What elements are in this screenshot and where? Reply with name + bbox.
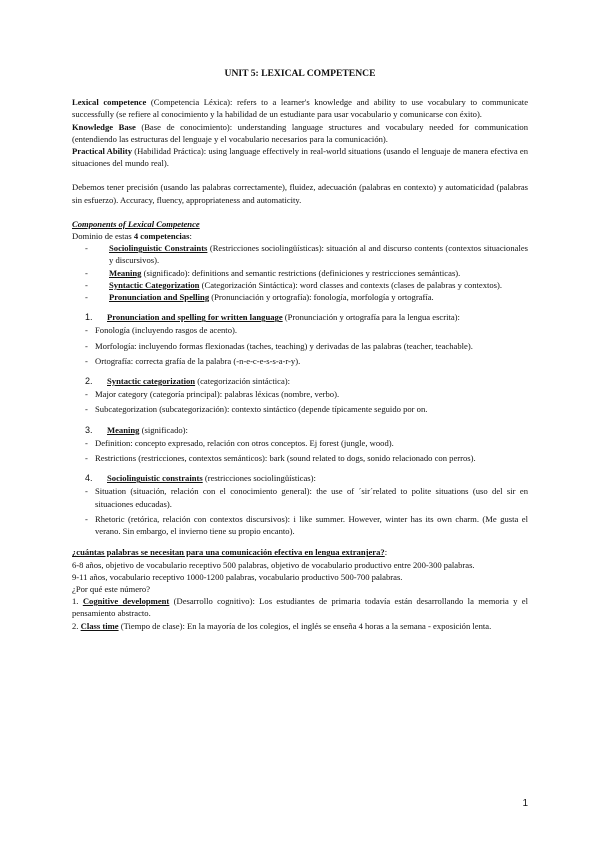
term: Knowledge Base (72, 121, 136, 132)
section-1: 1. Pronunciation and spelling for written language (Pronunciación y ortografía para la lengua escrita): - Fonología (incluyendo rasgos de acento). - Morfología: incluyendo formas flexionadas (taches, teaching) y derivadas de las palabras (teacher, teachable). - Ortografía: correcta grafía de la palabra (-n-e-c-e-s-s-a-r-y). (72, 311, 528, 367)
vocabulary-line: 9-11 años, vocabulario receptivo 1000-1200 palabras, vocabulario productivo 500-700 palabras. (72, 571, 403, 582)
page-number: 1 (522, 798, 528, 809)
list-item: - Restrictions (restricciones, contextos semánticos): bark (sound related to dogs, sonido relacionado con perros). (85, 452, 528, 464)
reason-1: 1. Cognitive development (Desarrollo cognitivo): Los estudiantes de primaria todavía están desarrollando la memoria y el pensamiento abstracto. (72, 596, 528, 619)
why-question: ¿Por qué este número? (72, 583, 151, 594)
list-item: - Rhetoric (retórica, relación con contextos discursivos): i like summer. However, winter has its own charm. (Me gusta el verano. Sin embargo, el invierno tiene su propio encanto). (85, 513, 528, 537)
term: Practical Ability (72, 146, 132, 157)
components-intro: Dominio de estas 4 competencias: (72, 231, 192, 242)
section-3: 3. Meaning (significado): - Definition: concepto expresado, relación con otros conceptos. Ej forest (jungle, wood). - Restrictions (restricciones, contextos semánticos): bark (sound related to dogs, sonido relacionado con perros). (72, 424, 528, 465)
list-item: - Ortografía: correcta grafía de la palabra (-n-e-c-e-s-s-a-r-y). (85, 355, 528, 367)
list-item: - Subcategorization (subcategorización): contexto sintáctico (depende típicamente seguido por on. (85, 403, 528, 415)
document-page (72, 68, 528, 632)
list-item: - Pronunciation and Spelling (Pronunciación y ortografía): fonología, morfología y ortografía. (85, 291, 528, 303)
list-item: - Fonología (incluyendo rasgos de acento). (85, 324, 528, 336)
components-heading: Components of Lexical Competence (72, 218, 200, 229)
page-title: UNIT 5: LEXICAL COMPETENCE (224, 68, 376, 79)
list-item: - Major category (categoría principal): palabras léxicas (nombre, verbo). (85, 388, 528, 400)
definition-knowledge-base (72, 121, 528, 145)
precision-paragraph: Debemos tener precisión (usando las palabras correctamente), fluidez, adecuación (palabras en contexto) y automaticidad (palabras sin esfuerzo). Accuracy, fluency, appropriateness and automaticity. (72, 182, 528, 205)
term: Lexical competence (72, 97, 147, 108)
definition-text: (Competencia Léxica): refers to a learner's knowledge and ability to use vocabulary to communicate successfully (se refiere al conocimiento y la habilidad de un estudiante para usar vocabulario y comunicarse con éxito). (72, 97, 529, 120)
definition-lexical-competence (72, 96, 528, 120)
definition-practical-ability (72, 145, 528, 169)
section-2: 2. Syntactic categorization (categorización sintáctica): - Major category (categoría principal): palabras léxicas (nombre, verbo). - Subcategorization (subcategorización): contexto sintáctico (depende típicamente seguido por on. (72, 375, 528, 416)
list-item: - Sociolinguistic Constraints (Restricciones sociolingüísticas): situación al and discurso contents (contextos situacionales y discursivos). (85, 242, 528, 266)
reason-2: 2. Class time (Tiempo de clase): En la mayoría de los colegios, el inglés se enseña 4 horas a la semana - exposición lenta. (72, 620, 492, 631)
list-item: - Syntactic Categorization (Categorización Sintáctica): word classes and contexts (clases de palabras y contextos). (85, 279, 528, 291)
vocabulary-line: 6-8 años, objetivo de vocabulario receptivo 500 palabras, objetivo de vocabulario productivo entre 200-300 palabras. (72, 559, 475, 570)
vocabulary-question-heading: ¿cuántas palabras se necesitan para una comunicación efectiva en lengua extranjera?: (72, 547, 388, 558)
list-item: - Situation (situación, relación con el conocimiento general): the use of ´sir´related to polite situations (uso del sir en situaciones educadas). (85, 485, 528, 509)
list-item: - Meaning (significado): definitions and semantic restrictions (definiciones y restricciones semánticas). (85, 267, 528, 279)
definition-text: (Habilidad Práctica): using language effectively in real-world situations (usando el lenguaje de manera efectiva en situaciones del mundo real). (72, 146, 529, 169)
definition-text: (Base de conocimiento): understanding language structures and vocabulary needed for communication (entendiendo las estructuras del lenguaje y el vocabulario necesarios para la comunicación). (72, 121, 528, 144)
list-item: - Morfología: incluyendo formas flexionadas (taches, teaching) y derivadas de las palabras (teacher, teachable). (85, 340, 528, 352)
components-list (72, 242, 528, 303)
list-item: - Definition: concepto expresado, relación con otros conceptos. Ej forest (jungle, wood). (85, 437, 528, 449)
section-4: 4. Sociolinguistic constraints (restricciones sociolingüísticas): - Situation (situación, relación con el conocimiento general): the use of ´sir´related to polite situations (uso del sir en situaciones educadas). - Rhetoric (retórica, relación con contextos discursivos): i like summer. However, winter has its own charm. (Me gusta el verano. Sin embargo, el invierno tiene su propio encanto). (72, 472, 528, 537)
